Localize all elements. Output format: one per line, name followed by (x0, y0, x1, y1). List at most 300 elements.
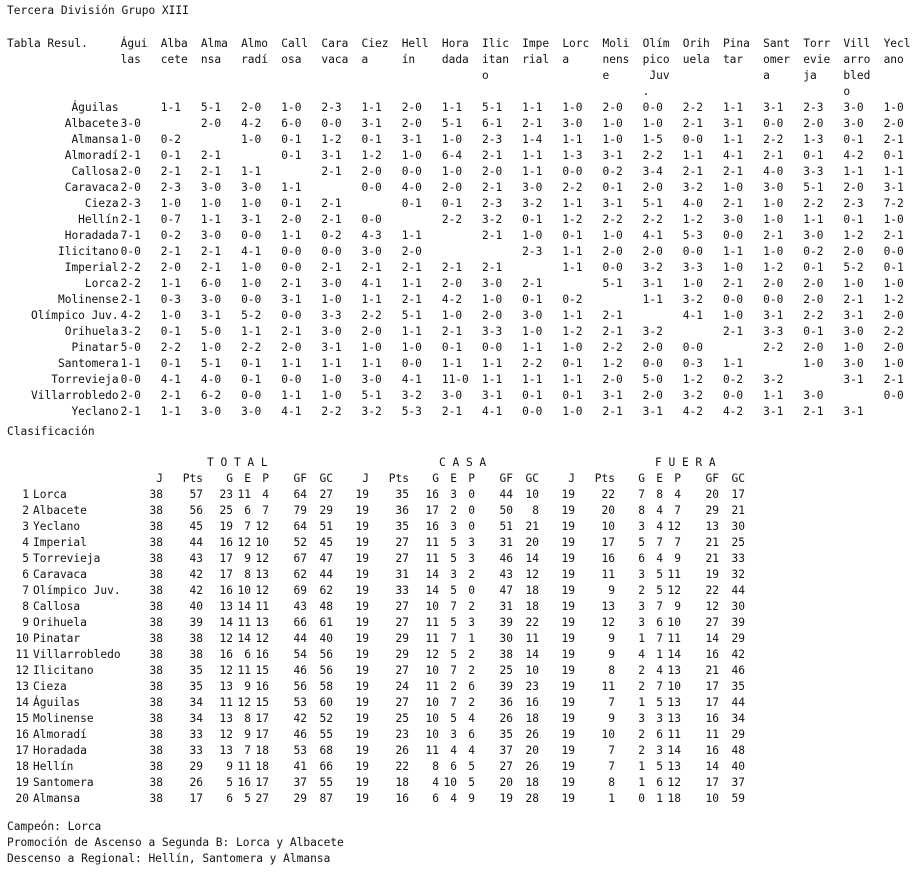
col-header-line: evie (803, 53, 831, 66)
standings-stat: 13 (219, 680, 233, 693)
result-cell: 1-3 (562, 149, 583, 162)
standings-stat: 7 (262, 504, 269, 517)
result-cell: 2-1 (281, 325, 302, 338)
result-cell: 3-0 (522, 309, 543, 322)
standings-stat: 12 (237, 536, 251, 549)
result-cell: 3-1 (602, 149, 623, 162)
standings-stat: 11 (667, 728, 681, 741)
standings-stat: 14 (525, 552, 539, 565)
standings-stat: 17 (705, 680, 719, 693)
results-row (7, 228, 924, 244)
result-cell: 0-1 (522, 213, 543, 226)
group-total: T O T A L (207, 456, 268, 469)
standings-stat: 13 (705, 520, 719, 533)
result-cell: 1-3 (803, 133, 824, 146)
standings-stat: 44 (731, 696, 745, 709)
result-cell: 0-2 (803, 245, 824, 258)
result-cell: 4-1 (722, 149, 744, 162)
standings-stat: 4 (468, 712, 475, 725)
standings-stat: 16 (219, 584, 233, 597)
col-header-line: bled (843, 69, 871, 82)
result-cell: 2-2 (883, 325, 904, 338)
standings-stat: 7 (674, 536, 681, 549)
result-cell: 2-2 (602, 341, 623, 354)
standings-stat: 35 (499, 728, 513, 741)
standings-stat: 12 (667, 776, 681, 789)
standings-position: 5 (22, 552, 29, 565)
standings-stat: 31 (395, 568, 409, 581)
result-cell: 3-0 (843, 325, 864, 338)
result-cell: 5-2 (241, 309, 262, 322)
col-header-line: o (843, 85, 851, 98)
standings-stat: 24 (395, 680, 409, 693)
standings-stat: 19 (355, 584, 369, 597)
results-table (7, 36, 924, 420)
result-cell: 0-1 (441, 197, 463, 210)
results-col-header (321, 36, 361, 100)
result-cell: 1-1 (281, 229, 302, 242)
result-cell (281, 164, 321, 180)
standings-stat: 34 (731, 712, 745, 725)
standings-stat: 26 (499, 712, 513, 725)
standings-stat: 11 (601, 680, 615, 693)
standings-stat: 2 (450, 504, 457, 517)
standings-stat: 38 (149, 536, 163, 549)
standings-stat: 67 (293, 552, 307, 565)
result-cell: 3-2 (361, 405, 382, 418)
standings-stat: 3 (468, 536, 475, 549)
results-col-header (442, 36, 482, 100)
result-cell: 2-2 (682, 101, 703, 114)
result-cell: 2-2 (120, 261, 141, 274)
result-cell: 0-0 (763, 117, 784, 130)
result-cell: 2-1 (722, 197, 744, 210)
results-team-name: Ilicitano (57, 245, 119, 258)
result-cell: 6-1 (482, 117, 503, 130)
results-team-name: Águilas (71, 101, 119, 114)
result-cell: 5-2 (843, 261, 864, 274)
standings-position: 3 (22, 520, 29, 533)
result-cell: 1-1 (562, 261, 583, 274)
result-cell: 1-2 (562, 213, 583, 226)
result-cell: 5-3 (401, 405, 422, 418)
result-cell: 3-1 (843, 405, 864, 418)
result-cell: 3-1 (883, 181, 904, 194)
standings-stat: 21 (705, 536, 719, 549)
standings-stat: 38 (149, 728, 163, 741)
result-cell: 4-1 (401, 373, 422, 386)
col-header-line: Torr (803, 37, 831, 50)
standings-stat: 6 (244, 504, 251, 517)
standings-stat: 38 (499, 648, 513, 661)
result-cell: 1-0 (562, 101, 583, 114)
results-row (7, 356, 924, 372)
result-cell (562, 276, 602, 292)
standings-stat: 6 (656, 728, 663, 741)
results-row (7, 180, 924, 196)
result-cell: 1-1 (562, 373, 583, 386)
standings-stat: 19 (355, 536, 369, 549)
standings-row (7, 663, 745, 679)
result-cell: 1-0 (200, 341, 222, 354)
result-cell: 2-1 (281, 277, 302, 290)
result-cell (884, 404, 924, 420)
standings-stat: 8 (244, 568, 251, 581)
result-cell: 0-0 (562, 165, 583, 178)
standings-stat: 79 (293, 504, 307, 517)
standings-stat: 16 (237, 776, 251, 789)
results-row (7, 244, 924, 260)
result-cell: 0-0 (361, 213, 382, 226)
result-cell: 1-1 (401, 277, 422, 290)
result-cell: 5-0 (200, 325, 222, 338)
standings-stat: 9 (608, 648, 615, 661)
result-cell: 1-2 (883, 293, 904, 306)
result-cell (442, 228, 482, 244)
standings-stat: 19 (561, 728, 575, 741)
result-cell: 0-1 (562, 357, 583, 370)
result-cell: 7-1 (120, 229, 141, 242)
stat-header: P (468, 472, 475, 485)
standings-stat: 19 (355, 648, 369, 661)
standings-stat: 19 (499, 792, 513, 805)
standings-stat: 16 (705, 648, 719, 661)
standings-stat: 33 (395, 584, 409, 597)
results-team-name: Olímpico Juv. (31, 309, 119, 322)
result-cell: 3-1 (763, 309, 784, 322)
stat-header: P (262, 472, 269, 485)
standings-stat: 19 (561, 616, 575, 629)
result-cell: 0-1 (522, 293, 543, 306)
standings-stat: 12 (667, 520, 681, 533)
standings-stat: 30 (731, 520, 745, 533)
result-cell: 2-1 (722, 277, 744, 290)
standings-stat: 29 (731, 632, 745, 645)
standings-stat: 19 (561, 520, 575, 533)
result-cell: 2-1 (120, 213, 141, 226)
standings-stat: 9 (244, 728, 251, 741)
standings-stat: 8 (656, 488, 663, 501)
result-cell: 2-1 (160, 389, 181, 402)
result-cell: 4-0 (763, 165, 784, 178)
standings-team-name: Hellín (33, 760, 74, 773)
standings-team-name: Imperial (33, 536, 87, 549)
result-cell: 3-0 (200, 405, 222, 418)
standings-position: 9 (22, 616, 29, 629)
standings-stat: 16 (705, 744, 719, 757)
result-cell: 0-1 (562, 229, 583, 242)
standings-stat: 22 (395, 760, 409, 773)
standings-stat: 21 (705, 664, 719, 677)
result-cell: 3-4 (642, 165, 663, 178)
standings-stat: 19 (355, 568, 369, 581)
result-cell: 1-1 (401, 325, 422, 338)
group-fuera: F U E R A (655, 456, 716, 469)
result-cell: 3-0 (482, 277, 503, 290)
result-cell: 3-3 (482, 325, 503, 338)
result-cell: 3-2 (642, 325, 663, 338)
result-cell: 2-1 (200, 245, 222, 258)
result-cell: 2-1 (883, 229, 904, 242)
standings-stat: 3 (450, 520, 457, 533)
result-cell: 6-4 (441, 149, 463, 162)
stat-header: GF (293, 472, 307, 485)
standings-stat: 16 (255, 648, 269, 661)
result-cell: 1-1 (160, 101, 181, 114)
result-cell (803, 372, 843, 388)
standings-stat: 26 (189, 776, 203, 789)
standings-stat: 18 (525, 584, 539, 597)
col-header-line: a (361, 53, 369, 66)
result-cell (362, 196, 402, 212)
results-team-name: Cieza (84, 197, 119, 210)
standings-stat: 13 (219, 744, 233, 757)
col-header-line: Impe (522, 37, 550, 50)
standings-stat: 36 (395, 504, 409, 517)
result-cell (241, 148, 281, 164)
col-header-line: ín (401, 53, 416, 66)
results-team-name: Caravaca (64, 181, 119, 194)
result-cell: 2-1 (321, 261, 342, 274)
result-cell: 1-1 (803, 213, 824, 226)
standings-stat: 48 (319, 600, 333, 613)
result-cell: 2-0 (602, 245, 623, 258)
standings-stat: 11 (667, 632, 681, 645)
result-cell: 1-0 (321, 389, 342, 402)
standings-stat: 47 (499, 584, 513, 597)
standings-stat: 52 (293, 536, 307, 549)
result-cell: 2-0 (642, 389, 663, 402)
standings-stat: 19 (561, 696, 575, 709)
standings-stat: 2 (468, 664, 475, 677)
result-cell: 3-3 (321, 309, 342, 322)
standings-stat: 42 (731, 648, 745, 661)
result-cell: 1-1 (401, 229, 422, 242)
result-cell: 0-0 (763, 293, 784, 306)
result-cell: 2-1 (482, 261, 503, 274)
result-cell: 2-1 (160, 165, 181, 178)
results-row (7, 372, 924, 388)
result-cell: 0-2 (602, 165, 623, 178)
standings-stat: 17 (731, 488, 745, 501)
standings-position: 6 (22, 568, 29, 581)
standings-stat: 38 (149, 744, 163, 757)
result-cell: 3-0 (241, 405, 262, 418)
standings-stat: 38 (149, 520, 163, 533)
standings-stat: 19 (355, 664, 369, 677)
result-cell: 1-0 (763, 245, 784, 258)
results-row (7, 100, 924, 116)
result-cell: 3-2 (401, 389, 422, 402)
standings-row (7, 791, 745, 807)
result-cell: 3-0 (763, 181, 784, 194)
result-cell: 2-1 (120, 405, 141, 418)
standings-stat: 48 (731, 744, 745, 757)
result-cell: 0-0 (241, 293, 262, 306)
result-cell: 2-1 (200, 149, 222, 162)
result-cell: 3-0 (361, 373, 382, 386)
result-cell: 1-0 (441, 165, 463, 178)
standings-stat: 8 (244, 712, 251, 725)
standings-stat: 56 (293, 680, 307, 693)
standings-stat: 43 (293, 600, 307, 613)
standings-row (7, 519, 745, 535)
standings-stat: 0 (468, 520, 475, 533)
result-cell: 2-1 (682, 117, 703, 130)
standings-position: 2 (22, 504, 29, 517)
standings-stat: 26 (525, 728, 539, 741)
standings-stat: 29 (731, 728, 745, 741)
standings-row (7, 711, 745, 727)
col-header-line: Juv (642, 69, 670, 82)
result-cell: 2-2 (562, 181, 583, 194)
standings-stat: 25 (395, 712, 409, 725)
result-cell (602, 292, 642, 308)
standings-stat: 2 (468, 600, 475, 613)
standings-stat: 35 (395, 488, 409, 501)
result-cell: 2-0 (803, 117, 824, 130)
standings-row (7, 487, 745, 503)
result-cell: 1-2 (682, 213, 703, 226)
standings-stat: 1 (656, 648, 663, 661)
standings-stat: 7 (656, 600, 663, 613)
standings-stat: 19 (561, 760, 575, 773)
result-cell: 2-0 (763, 277, 784, 290)
result-cell: 3-1 (722, 117, 744, 130)
standings-position: 14 (15, 696, 29, 709)
results-col-header (602, 36, 642, 100)
standings-stat: 11 (601, 568, 615, 581)
standings-stat: 14 (667, 648, 681, 661)
standings-stat: 87 (319, 792, 333, 805)
page-title: Tercera División Grupo XIII (7, 4, 189, 17)
standings-stat: 19 (355, 792, 369, 805)
result-cell: 1-0 (401, 149, 422, 162)
standings-stat: 30 (499, 632, 513, 645)
standings-stat: 29 (319, 504, 333, 517)
standings-stat: 6 (656, 616, 663, 629)
col-header-line: Ilic (482, 37, 509, 50)
result-cell: 2-1 (120, 149, 141, 162)
result-cell: 0-1 (241, 373, 262, 386)
result-cell: 2-1 (883, 373, 904, 386)
standings-stat: 8 (608, 776, 615, 789)
result-cell: 0-2 (562, 293, 583, 306)
result-cell: 1-0 (441, 309, 463, 322)
col-header-line: nens (602, 53, 630, 66)
standings-stat: 0 (468, 584, 475, 597)
standings-stat: 39 (731, 616, 745, 629)
col-header-line: Orih (682, 37, 710, 50)
standings-stat: 17 (705, 696, 719, 709)
result-cell: 3-1 (843, 309, 864, 322)
standings-stat: 9 (244, 680, 251, 693)
result-cell: 1-0 (602, 133, 623, 146)
result-cell: 3-1 (642, 277, 663, 290)
standings-stat: 62 (293, 568, 307, 581)
results-label: Tabla Resul. (7, 37, 88, 50)
standings-stat: 13 (667, 760, 681, 773)
result-cell: 5-1 (602, 277, 623, 290)
standings-stat: 1 (638, 632, 645, 645)
standings-stat: 18 (525, 776, 539, 789)
stat-header: J (156, 472, 163, 485)
standings-team-name: Torrevieja (33, 552, 101, 565)
standings-stat: 40 (189, 600, 203, 613)
result-cell: 5-1 (200, 101, 222, 114)
standings-stat: 33 (731, 552, 745, 565)
standings-stat: 19 (561, 648, 575, 661)
standings-stat: 7 (608, 696, 615, 709)
result-cell: 1-0 (160, 309, 181, 322)
standings-stat: 17 (255, 712, 269, 725)
result-cell: 1-1 (522, 101, 543, 114)
results-col-header (884, 36, 924, 100)
standings-stat: 14 (425, 584, 439, 597)
col-header-line: Olím (642, 37, 670, 50)
result-cell: 1-1 (281, 181, 302, 194)
standings-stat: 12 (667, 584, 681, 597)
standings-stat: 14 (425, 568, 439, 581)
result-cell: 2-1 (120, 293, 141, 306)
standings-stat: 13 (219, 600, 233, 613)
standings-team-name: Cieza (33, 680, 67, 693)
standings-stat: 29 (395, 632, 409, 645)
standings-stat: 7 (608, 744, 615, 757)
stat-header: E (244, 472, 251, 485)
standings-stat: 19 (561, 584, 575, 597)
standings-stat: 38 (149, 552, 163, 565)
result-cell: 2-1 (803, 405, 824, 418)
result-cell: 2-0 (401, 245, 422, 258)
col-header-line: vaca (321, 53, 349, 66)
results-col-header (201, 36, 241, 100)
promotion-text: Promoción de Ascenso a Segunda B: Lorca y Albacete (7, 836, 344, 849)
standings-stat: 21 (525, 520, 539, 533)
result-cell: 2-0 (803, 341, 824, 354)
champion-text: Campeón: Lorca (7, 820, 102, 833)
result-cell: 5-3 (682, 229, 703, 242)
standings-stat: 3 (638, 712, 645, 725)
standings-stat: 58 (319, 680, 333, 693)
standings-stat: 5 (450, 648, 457, 661)
standings-stat: 38 (149, 648, 163, 661)
standings-stat: 5 (468, 760, 475, 773)
standings-position: 4 (22, 536, 29, 549)
standings-stat: 2 (638, 680, 645, 693)
standings-stat: 19 (355, 744, 369, 757)
result-cell: 2-0 (883, 309, 904, 322)
result-cell: 2-0 (803, 277, 824, 290)
col-header-line: o (482, 69, 489, 82)
result-cell: 3-1 (763, 101, 784, 114)
result-cell: 1-0 (722, 261, 744, 274)
result-cell: 2-1 (843, 293, 864, 306)
result-cell: 1-0 (763, 213, 784, 226)
standings-row (7, 535, 745, 551)
standings-stat: 44 (319, 568, 333, 581)
standings-stat: 16 (425, 520, 439, 533)
standings-stat: 1 (638, 760, 645, 773)
result-cell: 2-0 (843, 181, 864, 194)
result-cell: 2-2 (522, 357, 543, 370)
result-cell: 0-1 (281, 197, 302, 210)
result-cell: 2-1 (160, 245, 181, 258)
result-cell: 1-0 (803, 357, 824, 370)
results-team-name: Horadada (64, 229, 119, 242)
results-row (7, 132, 924, 148)
result-cell: 4-2 (682, 405, 703, 418)
